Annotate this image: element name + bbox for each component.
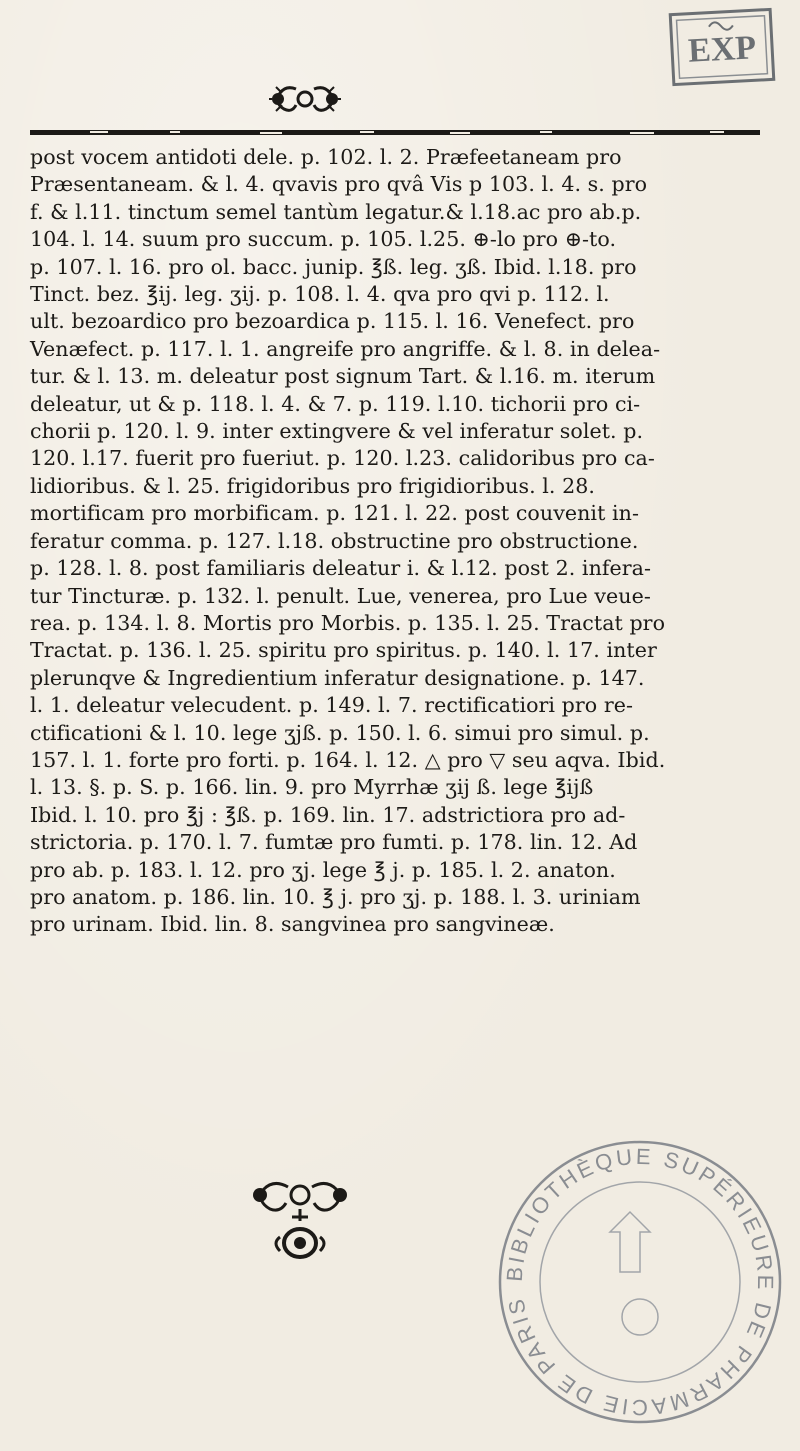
text-line: Tractat. p. 136. l. 25. spiritu pro spiritus. p. 140. l. 17. inter xyxy=(30,638,657,663)
text-line: tur Tincturæ. p. 132. l. penult. Lue, venerea, pro Lue veue- xyxy=(30,583,651,608)
text-line: chorii p. 120. l. 9. inter extingvere & vel inferatur solet. p. xyxy=(30,419,644,444)
text-line: p. 107. l. 16. pro ol. bacc. junip. ℥ß. leg. ʒß. Ibid. l.18. pro xyxy=(30,254,637,279)
text-line: Ibid. l. 10. pro ℥j : ℥ß. p. 169. lin. 17. adstrictiora pro ad- xyxy=(30,802,626,827)
text-line: lidioribus. & l. 25. frigidoribus pro frigidioribus. l. 28. xyxy=(30,473,596,498)
errata-text xyxy=(30,144,770,939)
text-line: rea. p. 134. l. 8. Mortis pro Morbis. p. 135. l. 25. Tractat pro xyxy=(30,610,666,635)
text-line: 157. l. 1. forte pro forti. p. 164. l. 12. △ pro ▽ seu aqva. Ibid. xyxy=(30,747,666,772)
text-line: strictoria. p. 170. l. 7. fumtæ pro fumti. p. 178. lin. 12. Ad xyxy=(30,830,638,855)
text-line: Tinct. bez. ℥ij. leg. ʒij. p. 108. l. 4. qva pro qvi p. 112. l. xyxy=(30,282,610,307)
text-line: post vocem antidoti dele. p. 102. l. 2. Præfeetaneam pro xyxy=(30,145,622,169)
svg-text:BIBLIOTHÈQUE SUPÉRIEURE DE PHA xyxy=(502,1144,778,1420)
text-line: mortificam pro morbificam. p. 121. l. 22. post couvenit in- xyxy=(30,501,639,526)
library-stamp-top xyxy=(662,4,782,94)
text-line: Venæfect. p. 117. l. 1. angreife pro angriffe. & l. 8. in delea- xyxy=(30,336,661,361)
text-line: ctificationi & l. 10. lege ʒjß. p. 150. l. 6. simui pro simul. p. xyxy=(30,720,650,745)
head-ornament xyxy=(268,75,342,125)
text-line: pro anatom. p. 186. lin. 10. ℥ j. pro ʒj. p. 188. l. 3. uriniam xyxy=(30,884,641,909)
library-stamp-round xyxy=(490,1122,790,1442)
text-line: 104. l. 14. suum pro succum. p. 105. l.25. ⊕-lo pro ⊕-to. xyxy=(30,227,617,252)
text-line: plerunqve & Ingredientium inferatur designatione. p. 147. xyxy=(30,665,645,690)
svg-text:EXP: EXP xyxy=(687,29,758,70)
text-line: ult. bezoardico pro bezoardica p. 115. l. 16. Venefect. pro xyxy=(30,309,635,334)
text-line: pro ab. p. 183. l. 12. pro ʒj. lege ℥ j. p. 185. l. 2. anaton. xyxy=(30,857,616,882)
text-line: 120. l.17. fuerit pro fueriut. p. 120. l.23. calidoribus pro ca- xyxy=(30,446,655,471)
tail-ornament xyxy=(250,1165,350,1295)
text-line: tur. & l. 13. m. deleatur post signum Tart. & l.16. m. iterum xyxy=(30,364,656,389)
text-line: f. & l.11. tinctum semel tantùm legatur.& l.18.ac pro ab.p. xyxy=(30,199,642,224)
text-line: l. 1. deleatur velecudent. p. 149. l. 7. rectificatiori pro re- xyxy=(30,693,633,718)
text-line: Præsentaneam. & l. 4. qvavis pro qvâ Vis p 103. l. 4. s. pro xyxy=(30,172,648,197)
text-line: feratur comma. p. 127. l.18. obstructine pro obstructione. xyxy=(30,528,639,553)
text-line: p. 128. l. 8. post familiaris deleatur i. & l.12. post 2. infera- xyxy=(30,556,652,581)
text-line: pro urinam. Ibid. lin. 8. sangvinea pro sangvineæ. xyxy=(30,912,555,937)
text-line: deleatur, ut & p. 118. l. 4. & 7. p. 119. l.10. tichorii pro ci- xyxy=(30,391,641,416)
text-line: l. 13. §. p. S. p. 166. lin. 9. pro Myrrhæ ʒij ß. lege ℥ijß xyxy=(30,775,594,800)
round-stamp-text: BIBLIOTHÈQUE SUPÉRIEURE DE PHARMACIE DE PARIS xyxy=(501,1143,779,1421)
ornamental-rule xyxy=(30,128,760,138)
